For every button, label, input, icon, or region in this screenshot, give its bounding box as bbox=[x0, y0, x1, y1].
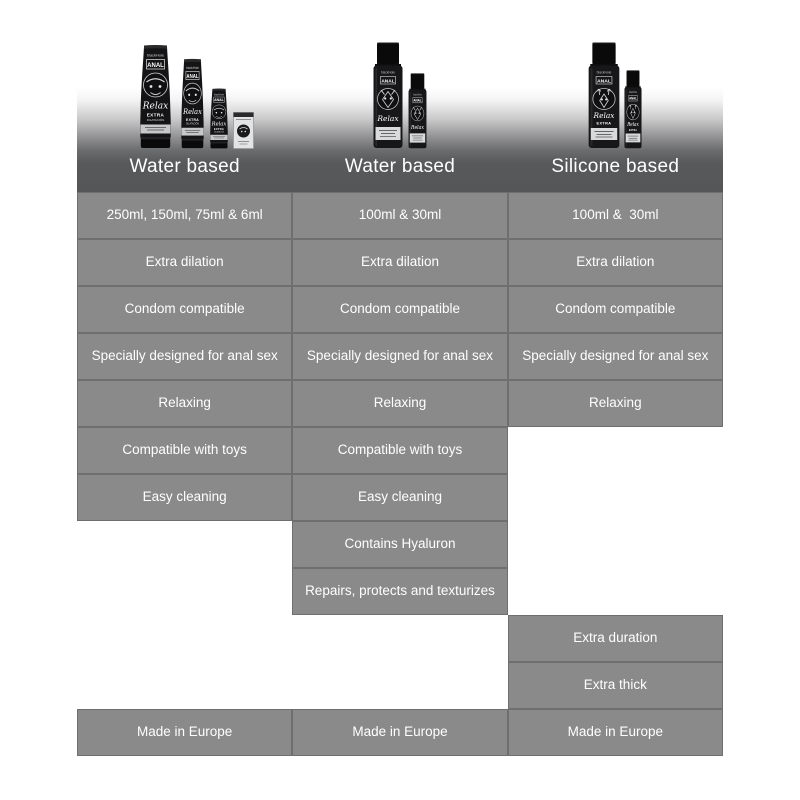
table-cell: Easy cleaning bbox=[77, 474, 292, 521]
table-cell-empty bbox=[508, 427, 723, 474]
product-bottle-silicone-30ml bbox=[623, 70, 643, 149]
table-cell-empty bbox=[77, 521, 292, 568]
product-tube-150ml bbox=[176, 58, 209, 149]
column-header-water-based-2: Water based bbox=[344, 156, 456, 177]
table-cell: Compatible with toys bbox=[292, 427, 507, 474]
table-cell: 250ml, 150ml, 75ml & 6ml bbox=[77, 192, 292, 239]
table-cell-empty bbox=[292, 615, 507, 662]
table-cell: Extra thick bbox=[508, 662, 723, 709]
table-cell: Contains Hyaluron bbox=[292, 521, 507, 568]
table-cell-empty bbox=[508, 568, 723, 615]
table-cell: Extra dilation bbox=[77, 239, 292, 286]
table-cell: Specially designed for anal sex bbox=[77, 333, 292, 380]
table-cell: Relaxing bbox=[508, 380, 723, 427]
column-header-silicone-based: Silicone based bbox=[551, 156, 680, 177]
table-cell: 100ml & 30ml bbox=[292, 192, 507, 239]
product-bottle-waterbased-30ml bbox=[407, 73, 428, 149]
table-cell-empty bbox=[77, 615, 292, 662]
table-cell: 100ml & 30ml bbox=[508, 192, 723, 239]
table-cell: Condom compatible bbox=[508, 286, 723, 333]
table-cell: Relaxing bbox=[77, 380, 292, 427]
comparison-table bbox=[77, 192, 723, 756]
table-cell: Extra duration bbox=[508, 615, 723, 662]
table-cell: Condom compatible bbox=[292, 286, 507, 333]
product-tube-75ml bbox=[206, 88, 232, 149]
product-sachet-6ml bbox=[233, 112, 254, 149]
product-tube-250ml bbox=[133, 44, 178, 149]
table-cell: Specially designed for anal sex bbox=[292, 333, 507, 380]
table-cell: Made in Europe bbox=[292, 709, 507, 756]
table-cell: Made in Europe bbox=[77, 709, 292, 756]
table-cell: Condom compatible bbox=[77, 286, 292, 333]
product-bottle-waterbased-100ml bbox=[371, 42, 405, 149]
table-cell-empty bbox=[292, 662, 507, 709]
table-cell: Compatible with toys bbox=[77, 427, 292, 474]
table-cell-empty bbox=[77, 662, 292, 709]
column-headers bbox=[77, 146, 723, 188]
column-header-water-based-1: Water based bbox=[129, 156, 240, 177]
table-cell: Repairs, protects and texturizes bbox=[292, 568, 507, 615]
table-cell: Specially designed for anal sex bbox=[508, 333, 723, 380]
table-cell: Extra dilation bbox=[508, 239, 723, 286]
table-cell: Made in Europe bbox=[508, 709, 723, 756]
table-cell-empty bbox=[77, 568, 292, 615]
table-cell-empty bbox=[508, 474, 723, 521]
product-bottle-silicone-100ml bbox=[586, 42, 622, 149]
table-cell: Easy cleaning bbox=[292, 474, 507, 521]
table-cell: Relaxing bbox=[292, 380, 507, 427]
table-cell: Extra dilation bbox=[292, 239, 507, 286]
table-cell-empty bbox=[508, 521, 723, 568]
